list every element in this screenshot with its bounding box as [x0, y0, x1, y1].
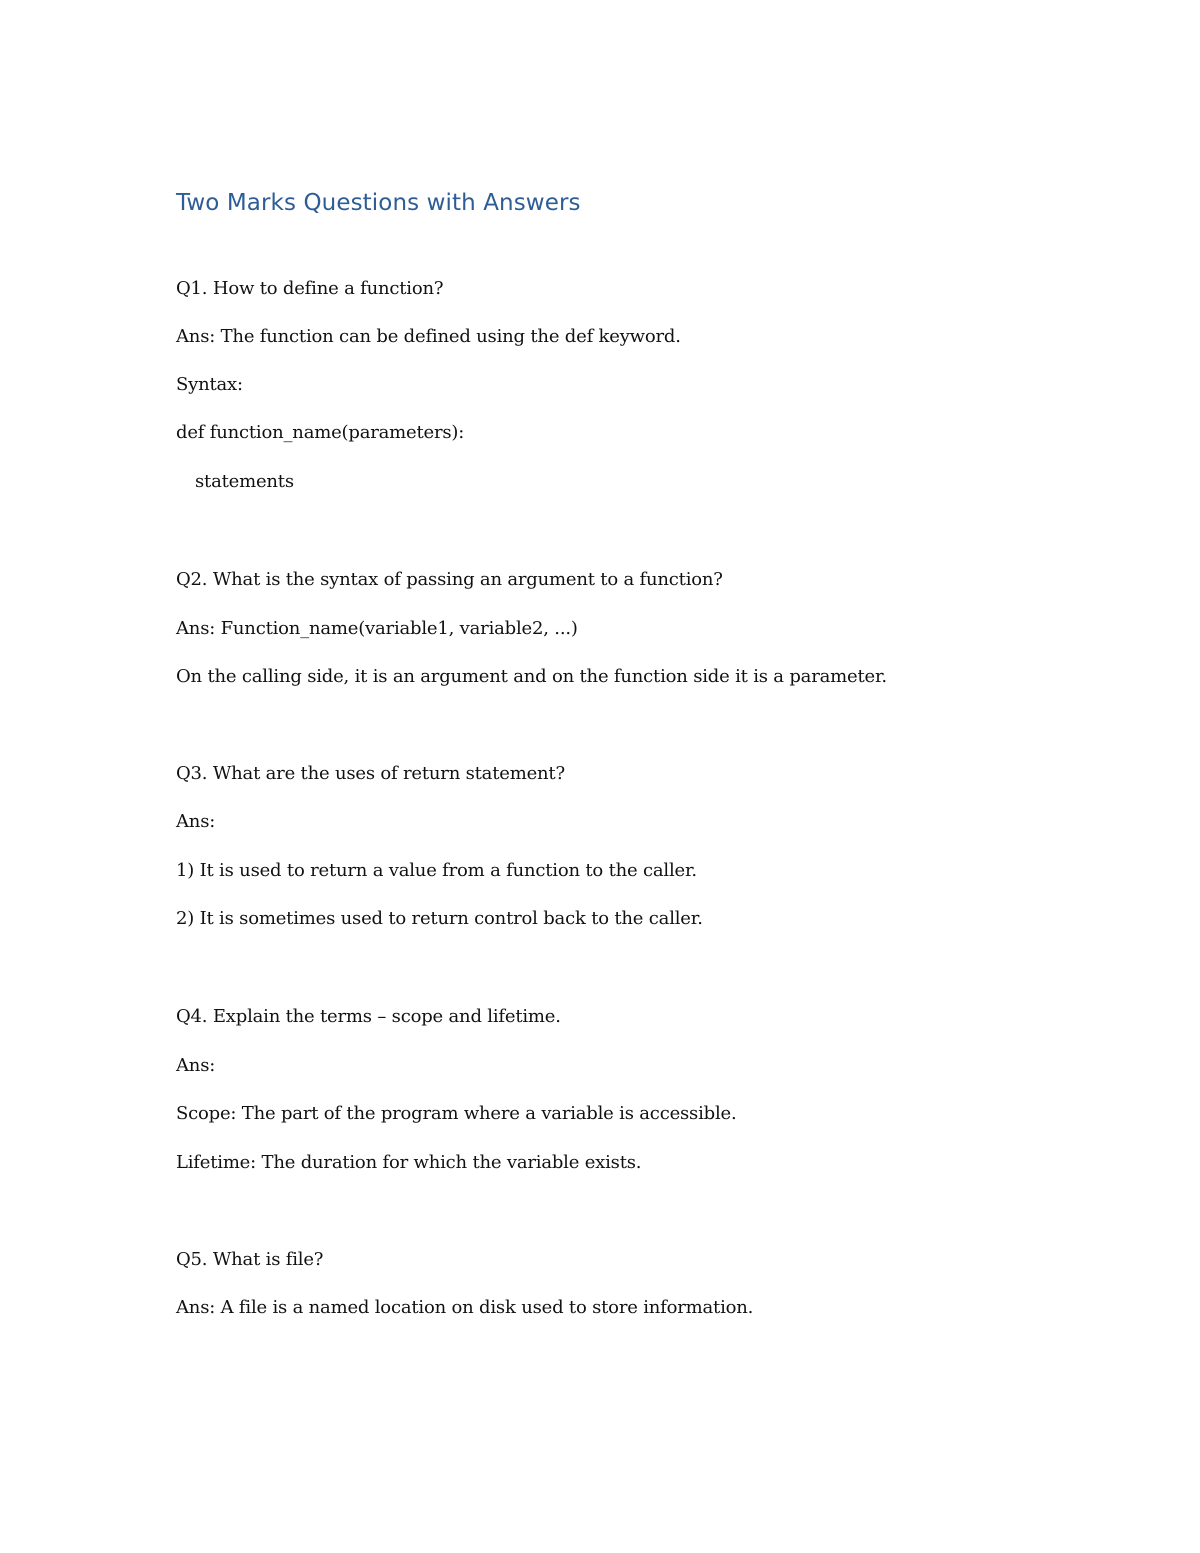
- syntax-label: Syntax:: [176, 374, 243, 395]
- page-title: Two Marks Questions with Answers: [176, 190, 581, 216]
- answer-3-point-1: 1) It is used to return a value from a function to the caller.: [176, 860, 697, 881]
- question-4: Q4. Explain the terms – scope and lifetime.: [176, 1006, 561, 1027]
- question-5: Q5. What is file?: [176, 1249, 324, 1270]
- answer-5: Ans: A file is a named location on disk used to store information.: [176, 1297, 754, 1318]
- answer-4-scope: Scope: The part of the program where a variable is accessible.: [176, 1103, 737, 1124]
- answer-1: Ans: The function can be defined using the def keyword.: [176, 326, 681, 347]
- answer-3-point-2: 2) It is sometimes used to return control back to the caller.: [176, 908, 703, 929]
- question-3: Q3. What are the uses of return statement?: [176, 763, 565, 784]
- answer-2: Ans: Function_name(variable1, variable2, ...): [176, 618, 578, 639]
- question-1: Q1. How to define a function?: [176, 278, 444, 299]
- answer-3: Ans:: [176, 811, 216, 832]
- answer-4: Ans:: [176, 1055, 216, 1076]
- question-2: Q2. What is the syntax of passing an argument to a function?: [176, 569, 723, 590]
- syntax-line-2: statements: [195, 471, 294, 492]
- answer-4-lifetime: Lifetime: The duration for which the variable exists.: [176, 1152, 642, 1173]
- answer-2-note: On the calling side, it is an argument and on the function side it is a parameter.: [176, 666, 887, 687]
- syntax-line-1: def function_name(parameters):: [176, 422, 465, 443]
